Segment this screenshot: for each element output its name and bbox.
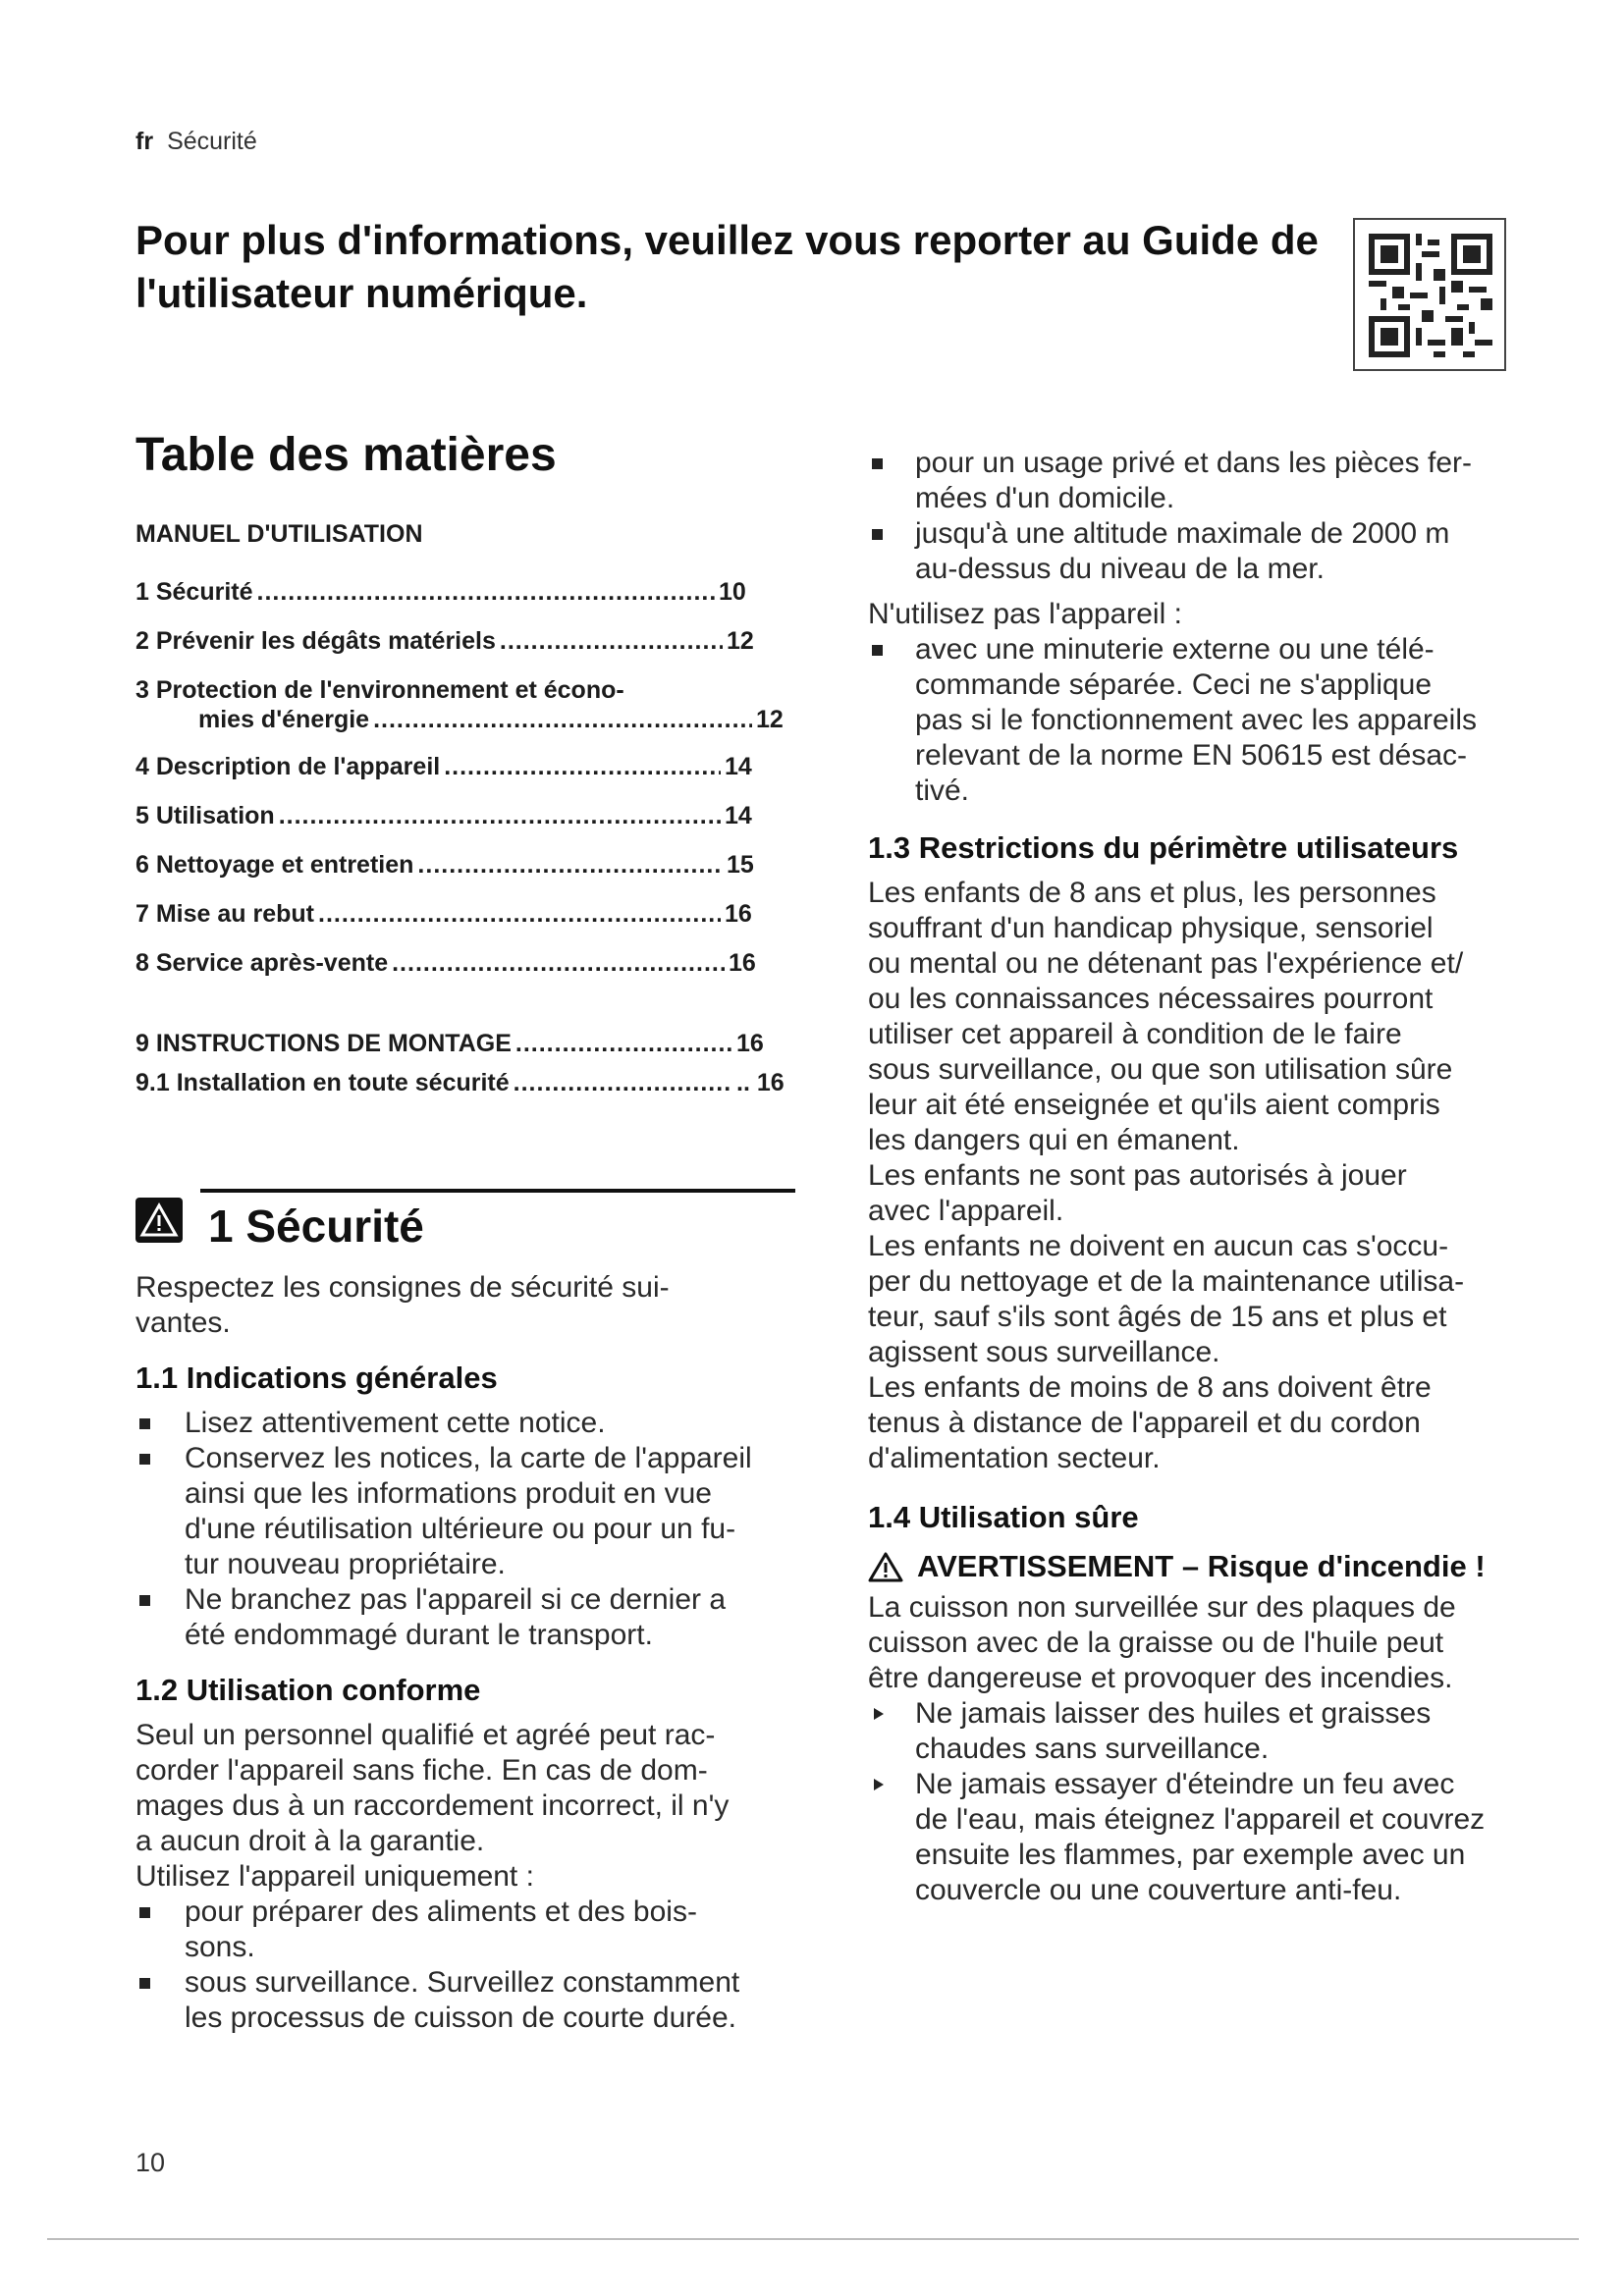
bullet-marker	[139, 1418, 150, 1429]
list-item: Ne jamais essayer d'éteindre un feu avec de l'eau, mais éteignez l'appareil et couvrez ensuite les flammes, par exemple avec un couvercle ou une couverture anti-feu.	[868, 1767, 1545, 1908]
list-item: pour un usage privé et dans les pièces fer- mées d'un domicile.	[868, 446, 1545, 516]
subsection-1-3-paragraph: Les enfants de 8 ans et plus, les personnes souffrant d'un handicap physique, sensoriel ou mental ou ne détenant pas l'expérience et/ ou les connaissances nécessaires pourront utiliser cet appareil à condition de le faire sous surveillance, ou que son utilisation sûre leur ait été enseignée et qu'ils aient compris les dangers qui en émanent. Les enfants ne sont pas autorisés à jouer avec l'appareil. Les enfants ne doivent en aucun cas s'occu- per du nettoyage et de la maintenance utilisa- teur, sauf s'ils sont âgés de 15 ans et plus et agissent sous surveillance. Les enfants de moins de 8 ans doivent être tenus à distance de l'appareil et du cordon d'alimentation secteur.	[868, 877, 1465, 1474]
toc-entry-4: 4 Description de l'appareil ..... 14	[135, 752, 754, 781]
toc-title: Table des matières	[135, 429, 557, 481]
toc-entry-5: 5 Utilisation ..... 14	[135, 801, 754, 830]
toc-manual-heading: MANUEL D'UTILISATION	[135, 520, 423, 548]
list-item: pour préparer des aliments et des bois- sons.	[135, 1895, 813, 1965]
list-item: jusqu'à une altitude maximale de 2000 m au-dessus du niveau de la mer.	[868, 516, 1545, 587]
toc-entry-7: 7 Mise au rebut ..... 16	[135, 899, 754, 929]
qr-code-icon	[1353, 218, 1506, 371]
subsection-1-2-title: 1.2 Utilisation conforme	[135, 1673, 481, 1707]
bullet-marker	[872, 529, 883, 540]
step-marker	[874, 1779, 884, 1790]
section-1-intro: Respectez les consignes de sécurité sui- vantes.	[135, 1271, 670, 1339]
list-item: avec une minuterie externe ou une télé- commande séparée. Ceci ne s'applique pas si le fonctionnement avec les appareils relevant de la norme EN 50615 est désac- tivé.	[868, 632, 1545, 809]
toc-entry-2: 2 Prévenir les dégâts matériels ..... 12	[135, 626, 756, 656]
warning-text: AVERTISSEMENT – Risque d'incendie !	[917, 1549, 1486, 1583]
bullet-marker	[872, 645, 883, 656]
warning-paragraph: La cuisson non surveillée sur des plaques de cuisson avec de la graisse ou de l'huile peut être dangereuse et provoquer des incendies.	[868, 1591, 1456, 1694]
list-item: Ne jamais laisser des huiles et graisses chaudes sans surveillance.	[868, 1696, 1545, 1767]
header-section: Sécurité	[167, 128, 257, 155]
bullet-marker	[139, 1907, 150, 1918]
subsection-1-4-title: 1.4 Utilisation sûre	[868, 1500, 1139, 1534]
toc-entry-9-1: 9.1 Installation en toute sécurité ..... .. 16	[135, 1068, 803, 1097]
toc-entry-9: 9 INSTRUCTIONS DE MONTAGE ..... 16	[135, 1029, 766, 1058]
language-code: fr	[135, 128, 154, 155]
bullet-marker	[139, 1978, 150, 1989]
list-item: sous surveillance. Surveillez constamment les processus de cuisson de courte durée.	[135, 1965, 813, 2036]
warning-icon	[135, 1198, 183, 1243]
intro-notice: Pour plus d'informations, veuillez vous reporter au Guide de l'utilisateur numérique.	[135, 217, 1319, 316]
subsection-1-3-title: 1.3 Restrictions du périmètre utilisateurs	[868, 830, 1459, 865]
bullet-marker	[872, 458, 883, 469]
step-marker	[874, 1708, 884, 1720]
subsection-1-2-paragraph: Seul un personnel qualifié et agréé peut rac- corder l'appareil sans fiche. En cas de dom- mages dus à un raccordement incorrect, il n'y a aucun droit à la garantie. Utilisez l'appareil uniquement :	[135, 1719, 730, 1893]
warning-heading	[868, 1549, 1486, 1584]
bullet-marker	[139, 1454, 150, 1465]
running-header	[135, 128, 257, 156]
toc-entry-6: 6 Nettoyage et entretien ..... 15	[135, 850, 756, 880]
section-1-title: 1 Sécurité	[208, 1201, 424, 1252]
page-number: 10	[135, 2148, 166, 2177]
list-item: Ne branchez pas l'appareil si ce dernier a été endommagé durant le transport.	[135, 1582, 813, 1653]
warning-triangle-icon	[868, 1551, 903, 1582]
toc-entry-8: 8 Service après-vente ..... 16	[135, 948, 758, 978]
footer-divider	[47, 2238, 1579, 2240]
list-item: Lisez attentivement cette notice.	[135, 1406, 813, 1441]
toc-entry-3: 3 Protection de l'environnement et écono- mies d'énergie ..... 12	[135, 675, 785, 734]
list-item: Conservez les notices, la carte de l'appareil ainsi que les informations produit en vue d'une réutilisation ultérieure ou pour un fu- tur nouveau propriétaire.	[135, 1441, 813, 1582]
section-rule	[200, 1189, 795, 1193]
do-not-use-intro: N'utilisez pas l'appareil :	[868, 598, 1182, 630]
subsection-1-1-title: 1.1 Indications générales	[135, 1361, 498, 1395]
toc-entry-1: 1 Sécurité ..... 10	[135, 577, 748, 607]
bullet-marker	[139, 1595, 150, 1606]
